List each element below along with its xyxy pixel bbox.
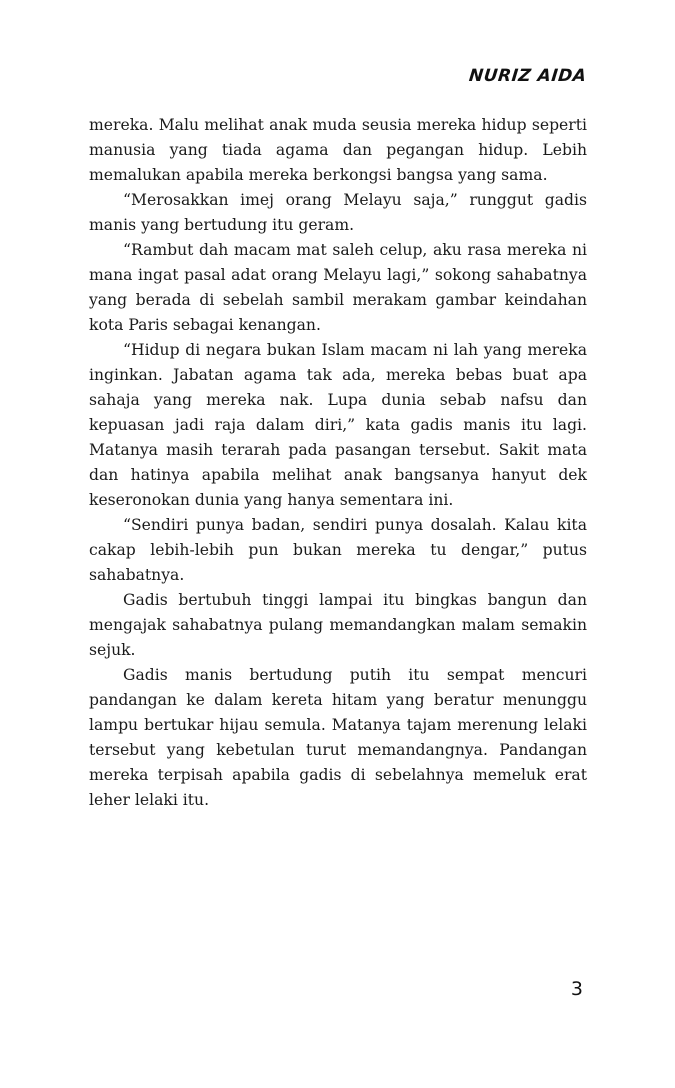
paragraph-3: “Rambut dah macam mat saleh celup, aku rasa mereka ni mana ingat pasal adat orang Melayu lagi,” sokong sahabatnya yang berada di sebelah sambil merakam gambar keindahan kota Paris sebagai kenangan. (89, 241, 587, 334)
paragraph-1: mereka. Malu melihat anak muda seusia mereka hidup seperti manusia yang tiada agama dan pegangan hidup. Lebih memalukan apabila mereka berkongsi bangsa yang sama. (89, 116, 587, 184)
body-text (89, 113, 587, 813)
page-number: 3 (570, 978, 583, 1000)
paragraph-2: “Merosakkan imej orang Melayu saja,” runggut gadis manis yang bertudung itu geram. (89, 191, 587, 234)
paragraph-4: “Hidup di negara bukan Islam macam ni lah yang mereka inginkan. Jabatan agama tak ada, mereka bebas buat apa sahaja yang mereka nak. Lupa dunia sebab nafsu dan kepuasan jadi raja dalam diri,” kata gadis manis itu lagi. Matanya masih terarah pada pasangan tersebut. Sakit mata dan hatinya apabila melihat anak bangsanya hanyut dek keseronokan dunia yang hanya sementara ini. (89, 341, 587, 509)
paragraph-6: Gadis bertubuh tinggi lampai itu bingkas bangun dan mengajak sahabatnya pulang memandangkan malam semakin sejuk. (89, 591, 587, 659)
paragraph-5: “Sendiri punya badan, sendiri punya dosalah. Kalau kita cakap lebih-lebih pun bukan mereka tu dengar,” putus sahabatnya. (89, 516, 587, 584)
running-header-title: NURIZ AIDA (467, 66, 588, 86)
paragraph-7: Gadis manis bertudung putih itu sempat mencuri pandangan ke dalam kereta hitam yang beratur menunggu lampu bertukar hijau semula. Matanya tajam merenung lelaki tersebut yang kebetulan turut memandangnya. Pandangan mereka terpisah apabila gadis di sebelahnya memeluk erat leher lelaki itu. (89, 666, 587, 809)
